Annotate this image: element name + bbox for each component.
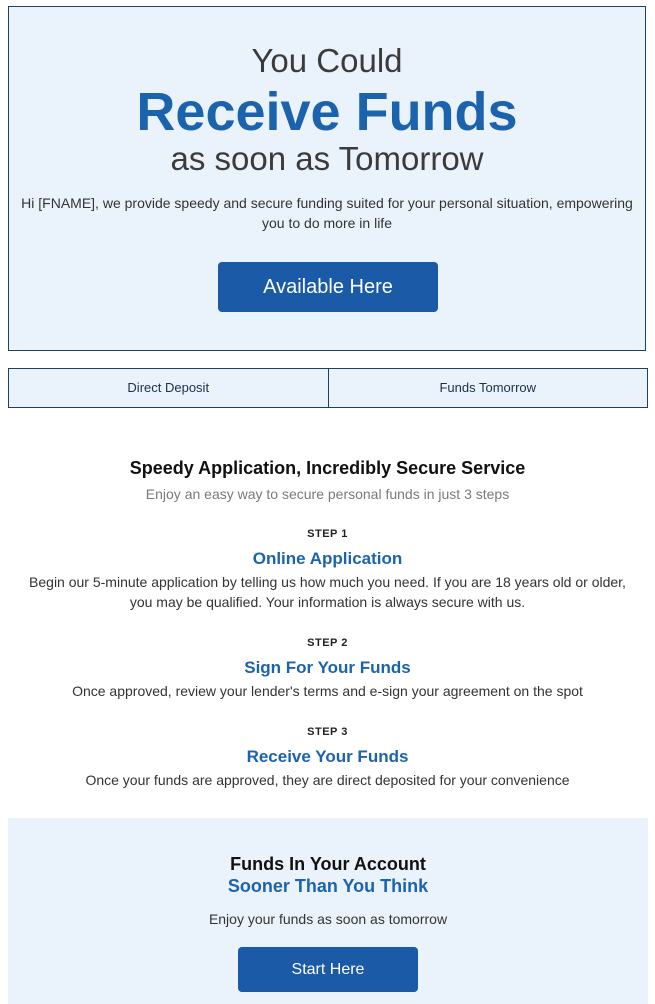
hero-panel: [8, 6, 646, 351]
step-description: Once your funds are approved, they are direct deposited for your convenience: [85, 772, 570, 788]
section-subtitle: Enjoy an easy way to secure personal funds in just 3 steps: [145, 486, 510, 502]
step-title: Sign For Your Funds: [244, 658, 411, 677]
step-3: [0, 726, 655, 790]
step-label: STEP 3: [307, 726, 348, 738]
step-1: [0, 528, 655, 612]
hero-intro-text: Hi [FNAME], we provide speedy and secure funding suited for your personal situation, empowering you to do more in life: [21, 195, 633, 231]
step-label: STEP 2: [307, 637, 348, 649]
available-here-button[interactable]: Available Here: [218, 262, 438, 312]
footer-panel: [8, 818, 648, 1004]
feature-bar: [8, 368, 648, 408]
section-title: Speedy Application, Incredibly Secure Service: [129, 458, 526, 478]
feature-direct-deposit: Direct Deposit: [127, 380, 210, 395]
step-2: [0, 637, 655, 701]
feature-funds-tomorrow: Funds Tomorrow: [328, 369, 648, 407]
footer-subtitle: Sooner Than You Think: [227, 876, 429, 896]
hero-headline-line3: as soon as Tomorrow: [170, 140, 484, 177]
step-description: Once approved, review your lender's terms and e-sign your agreement on the spot: [72, 683, 583, 699]
footer-text: Enjoy your funds as soon as tomorrow: [208, 911, 448, 927]
hero-headline-main: Receive Funds: [136, 82, 518, 142]
step-title: Receive Your Funds: [246, 747, 409, 766]
step-description: Begin our 5-minute application by telling us how much you need. If you are 18 years old or older, you may be qualified. Your information is always secure with us.: [29, 574, 626, 610]
step-label: STEP 1: [307, 528, 348, 540]
start-here-button[interactable]: Start Here: [238, 947, 418, 992]
step-title: Online Application: [252, 549, 403, 568]
hero-headline-line1: You Could: [251, 42, 403, 79]
footer-title: Funds In Your Account: [230, 854, 426, 874]
